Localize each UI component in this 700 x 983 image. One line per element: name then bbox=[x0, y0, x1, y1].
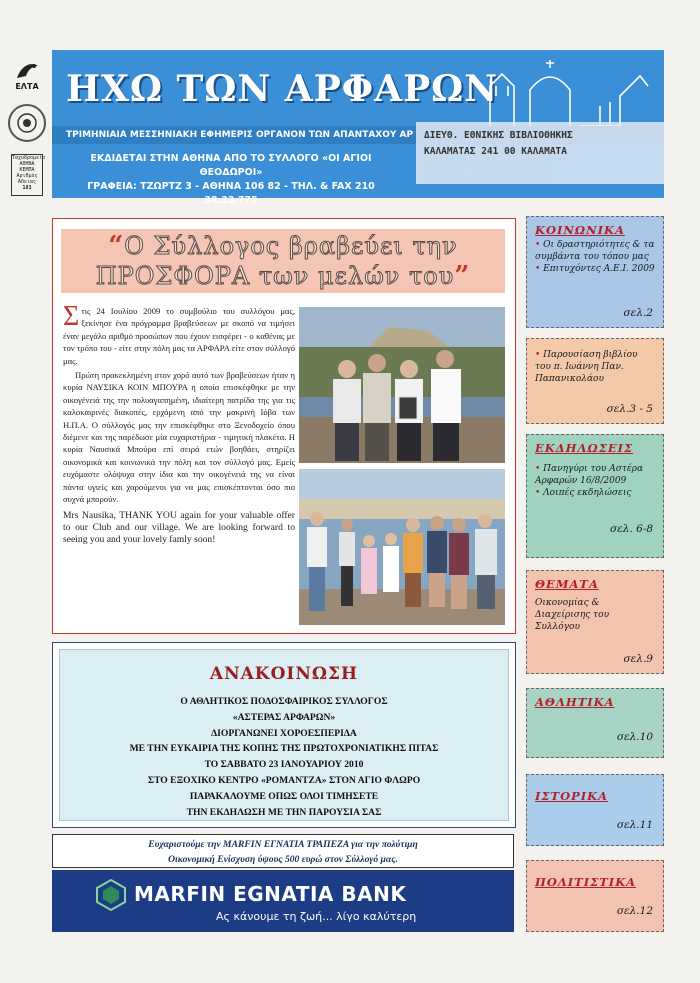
close-quote: ” bbox=[454, 261, 471, 291]
bank-ad bbox=[52, 870, 514, 932]
award-photo bbox=[299, 307, 505, 463]
sidebar-istorika bbox=[526, 774, 664, 846]
section-items bbox=[527, 237, 663, 275]
sidebar-book bbox=[526, 338, 664, 424]
office-line: ΓΡΑΦΕΙΑ: ΤΖΩΡΤΖ 3 - ΑΘΗΝΑ 106 82 - ΤΗΛ. & FAX 210 38.33.775 bbox=[87, 181, 375, 206]
announcement-line: Ο ΑΘΛΗΤΙΚΟΣ ΠΟΔΟΣΦΑΙΡΙΚΟΣ ΣΥΛΛΟΓΟΣ bbox=[180, 696, 388, 707]
section-title: ΘΕΜΑΤΑ bbox=[535, 577, 599, 591]
headline bbox=[61, 229, 505, 291]
address-label bbox=[416, 122, 664, 184]
announcement-line: ΤΟ ΣΑΒΒΑΤΟ 23 ΙΑΝΟΥΑΡΙΟΥ 2010 bbox=[204, 759, 364, 771]
newspaper-subtitle: ΤΡΙΜΗΝΙΑΙΑ ΜΕΣΣΗΝΙΑΚΗ ΕΦΗΜΕΡΙΣ ΟΡΓΑΝΟΝ ΤΩΝ ΑΠΑΝΤΑΧΟΥ ΑΡ bbox=[52, 126, 664, 144]
announcement-body bbox=[60, 694, 508, 820]
elta-label: ΕΛΤΑ bbox=[15, 81, 39, 91]
seal-icon bbox=[16, 112, 38, 134]
address-line: ΔΙΕΥΘ. ΕΘΝΙΚΗΣ ΒΙΒΛΙΟΘΗΚΗΣ bbox=[424, 130, 573, 141]
thanks-line: Οικονομική Ενίσχυση ύψους 500 ευρώ στον Σύλλογό μας. bbox=[168, 854, 398, 865]
announcement-line: «ΑΣΤΕΡΑΣ ΑΡΦΑΡΩΝ» bbox=[232, 711, 336, 723]
elta-logo bbox=[10, 58, 44, 92]
section-item: Οικονομίας & Διαχείρισης του Συλλόγου bbox=[535, 598, 610, 632]
section-item: • Οι δραστηριότητες & τα συμβάντα του τόπου μας bbox=[535, 239, 655, 263]
stamp-line: 183 bbox=[22, 185, 32, 191]
sidebar-ekdiloseis bbox=[526, 434, 664, 558]
page-ref: σελ.11 bbox=[616, 819, 653, 831]
church-illustration bbox=[480, 56, 650, 128]
section-title: ΙΣΤΟΡΙΚΑ bbox=[535, 789, 609, 803]
section-title: ΚΟΙΝΩΝΙΚΑ bbox=[535, 223, 625, 237]
english-thanks: Mrs Nausika, THANK YOU again for your valuable offer to our Club and our village. We are looking forward to seeing you and your lovely famly soon! bbox=[63, 509, 295, 545]
page-ref: σελ.12 bbox=[616, 905, 653, 917]
section-items bbox=[527, 455, 663, 499]
page-ref: σελ.9 bbox=[623, 653, 653, 665]
publisher-line: ΕΚΔΙΔΕΤΑΙ ΣΤΗΝ ΑΘΗΝΑ ΑΠΟ ΤΟ ΣΥΛΛΟΓΟ «ΟΙ ΑΓΙΟΙ ΘΕΟΔΩΡΟΙ» bbox=[90, 153, 372, 178]
section-item: • Λοιπές εκδηλώσεις bbox=[535, 487, 655, 499]
hermes-icon bbox=[14, 60, 40, 82]
announcement-line: ΔΙΟΡΓΑΝΩΝΕΙ ΧΟΡΟΕΣΠΕΡΙΔΑ bbox=[211, 727, 357, 739]
stamp-line: Ταχυδρομείο bbox=[12, 155, 46, 161]
section-items bbox=[527, 591, 663, 633]
article-paragraph bbox=[63, 301, 295, 367]
masthead bbox=[52, 50, 664, 206]
logo-strip bbox=[8, 58, 46, 196]
issue-line: ΕΤΟΣ 40ον • ΑΡ. ΦΥΛΛΟΥ 229 bbox=[424, 161, 550, 170]
date-line: ΙΟΥΛΙΟΣ - ΣΕΠΤΕΜΒΡΙΟΣ 2009 bbox=[424, 172, 550, 181]
stamp-line: Αριθμός bbox=[16, 173, 38, 179]
announcement-title: ΑΝΑΚΟΙΝΩΣΗ bbox=[209, 664, 359, 684]
seal-logo bbox=[8, 104, 46, 142]
section-items bbox=[527, 339, 663, 385]
announcement-inner bbox=[59, 649, 509, 821]
sidebar-athlitika bbox=[526, 688, 664, 758]
family-photo bbox=[299, 469, 505, 625]
section-item: • Πανηγύρι του Αστέρα Αρφαρών 16/8/2009 bbox=[535, 463, 655, 487]
headline-box bbox=[61, 229, 505, 293]
drop-cap: Σ bbox=[63, 301, 80, 332]
announcement-line: ΣΤΟ ΕΞΟΧΙΚΟ ΚΕΝΤΡΟ «ΡΟΜΑΝΤΖΑ» ΣΤΟΝ ΑΓΙΟ ΦΛΩΡΟ bbox=[147, 774, 421, 786]
stamp-line: ΑΘΗΝΑ bbox=[19, 161, 35, 167]
sidebar-koinonika bbox=[526, 216, 664, 328]
section-title: ΠΟΛΙΤΙΣΤΙΚΑ bbox=[535, 875, 637, 889]
bank-logo-icon bbox=[94, 878, 128, 912]
sponsor-thanks bbox=[52, 834, 514, 868]
announcement-line: ΠΑΡΑΚΑΛΟΥΜΕ ΟΠΩΣ ΟΛΟΙ ΤΙΜΗΣΕΤΕ bbox=[189, 790, 379, 802]
stamp-line: Άδειας bbox=[17, 179, 37, 185]
announcement-line: ΜΕ ΤΗΝ ΕΥΚΑΙΡΙΑ ΤΗΣ ΚΟΠΗΣ ΤΗΣ ΠΡΩΤΟΧΡΟΝΙΑΤΙΚΗΣ ΠΙΤΑΣ bbox=[129, 743, 439, 755]
paragraph-text: τις 24 Ιουλίου 2009 το συμβούλιο του συλλόγου μας, ξεκίνησε ένα πρόγραμμα βραβεύσεων με σκοπό να τιμήσει έναν μεγάλο αριθμό προσώπων που έχουν εισφέρει - ο καθένας με τον τρόπο του - είτε στην πόλη μας τα ΑΡΦΑΡΑ είτε στον σύλλογό μας. bbox=[63, 306, 295, 366]
sidebar-politistika bbox=[526, 860, 664, 932]
headline-line-2: ΠΡΟΣΦΟΡΑ των μελών του bbox=[95, 262, 455, 290]
page-ref: σελ. 6-8 bbox=[609, 523, 653, 535]
newspaper-title: ΗΧΩ ΤΩΝ ΑΡΦΑΡΩΝ bbox=[66, 68, 499, 110]
section-title: ΕΚΔΗΛΩΣΕΙΣ bbox=[535, 441, 634, 455]
publisher-info bbox=[66, 152, 396, 208]
sidebar-themata bbox=[526, 570, 664, 674]
stamp-line: ΚΕΜΠΑ bbox=[19, 167, 35, 173]
page-ref: σελ.10 bbox=[616, 731, 653, 743]
address-line: ΚΑΛΑΜΑΤΑΣ 241 00 ΚΑΛΑΜΑΤΑ bbox=[424, 146, 567, 157]
bank-name: MARFIN EGNATIA BANK bbox=[134, 882, 407, 906]
article-body bbox=[63, 301, 295, 546]
page-ref: σελ.3 - 5 bbox=[606, 403, 653, 415]
headline-line-1: Ο Σύλλογος βραβεύει την bbox=[124, 232, 458, 260]
bank-slogan: Ας κάνουμε τη ζωή... λίγο καλύτερη bbox=[216, 910, 417, 923]
section-title: ΑΘΛΗΤΙΚΑ bbox=[535, 695, 615, 709]
announcement-line: ΤΗΝ ΕΚΔΗΛΩΣΗ ΜΕ ΤΗΝ ΠΑΡΟΥΣΙΑ ΣΑΣ bbox=[186, 806, 382, 818]
section-item: • Επιτυχόντες Α.Ε.Ι. 2009 bbox=[535, 263, 655, 275]
section-item: • Παρουσίαση βιβλίου του π. Ιωάννη Παν. Παπανικολάου bbox=[535, 349, 655, 385]
thanks-line: Ευχαριστούμε την MARFIN ΕΓΝΑΤΙΑ ΤΡΑΠΕΖΑ για την πολύτιμη bbox=[148, 839, 418, 850]
open-quote: “ bbox=[108, 231, 125, 261]
article-paragraph: Πρώτη πρακεκλημένη στον χορό αυτό των βραβεύσεων ήταν η κυρία ΝΑΥΣΙΚΑ ΚΟΙΝ ΜΠΟΥΡΑ η οποία επισκέφθηκε με την οικογένειά της την πολυαγαπημένη, ιδιαίτερη πατρίδα της για τις καλοκαιρινές διακοπές, ερχόμενη από την μακρινή Ιόβα των Η.Π.Α. Ο σύλλογός μας την επισκέφθηκε στο Ξενοδοχείο όπου διέμενε και της παρέδωσε μία ευχαριστήρια - τιμητική πλακέτα. Η κυρία Ναυσικά Μπούρα επί σειρά ετών βοηθάει, στηρίζει οικονομικά και κοινωνικά την πόλη και τον σύλλογό μας. Εμείς ευχόμαστε ολόψυχα στην ίδια και την οικογένειά της να είναι πάντα υγιείς και χαρούμενοι για να μας επισκέπτονται όσο πιο συχνά μπορούν. bbox=[63, 370, 295, 505]
postage-stamp bbox=[11, 154, 46, 196]
page-ref: σελ.2 bbox=[623, 307, 653, 319]
announcement bbox=[52, 642, 516, 828]
main-article bbox=[52, 218, 516, 634]
